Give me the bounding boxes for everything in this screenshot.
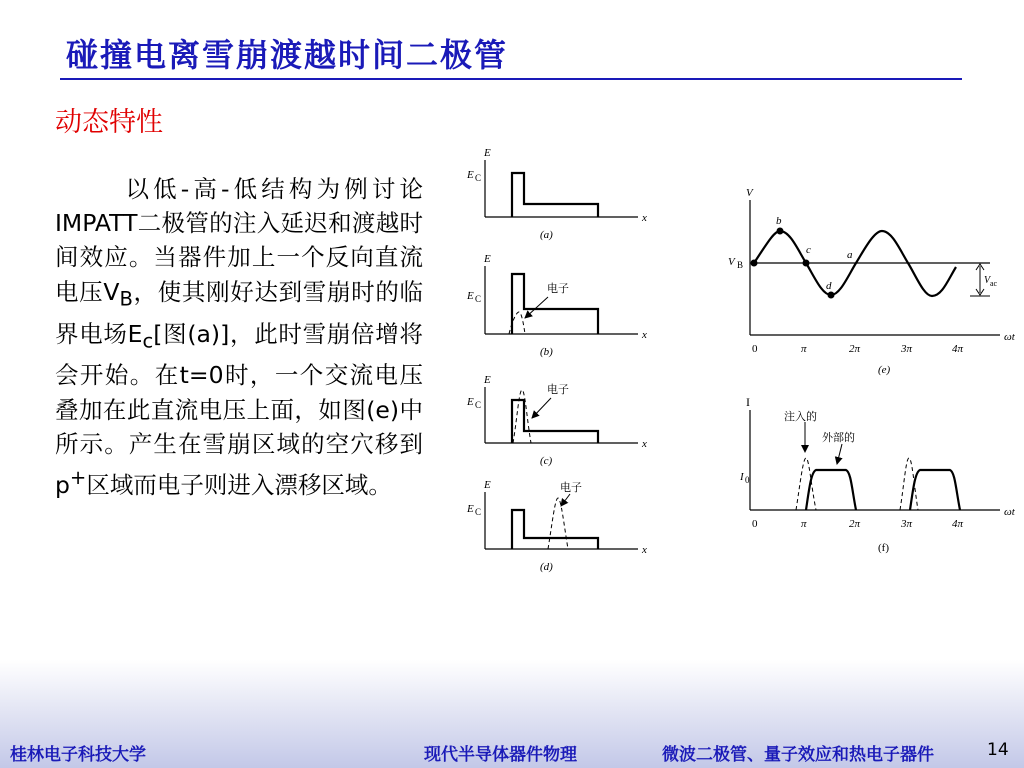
- tick-pi: π: [801, 343, 807, 355]
- caption-a: (a): [540, 229, 553, 241]
- axis-e-label: E: [484, 253, 491, 265]
- axis-e-label: E: [484, 147, 491, 159]
- tick-pi: π: [801, 518, 807, 530]
- caption-d: (d): [540, 561, 553, 573]
- figure-e: [728, 187, 1016, 376]
- figure-b: [466, 253, 647, 358]
- electron-label: 电子: [547, 283, 569, 295]
- injected-current-pulse-2: [900, 458, 918, 510]
- figure-f: [739, 395, 1016, 554]
- caption-e: (e): [878, 364, 891, 376]
- vac-label: V: [984, 275, 991, 286]
- point-a-label: a: [847, 249, 853, 261]
- caption-c: (c): [540, 455, 553, 467]
- axis-v-label: V: [746, 187, 753, 199]
- superscript-plus: +: [69, 466, 87, 489]
- footer-course: 现代半导体器件物理: [424, 745, 577, 765]
- page-number: 14: [987, 740, 1009, 760]
- electron-label: 电子: [547, 384, 569, 396]
- vb-label: V: [728, 256, 735, 268]
- caption-f: (f): [878, 542, 889, 554]
- body-text-part-2: ，使其刚好达到雪崩时的临界电场E: [55, 277, 424, 348]
- figure-c: [466, 374, 647, 467]
- origin-label: 0: [752, 343, 758, 355]
- axis-i-label: I: [746, 395, 750, 409]
- point-b-label: b: [776, 215, 782, 227]
- tick-2pi: 2π: [849, 518, 861, 530]
- body-text-part-4: 区域而电子则进入漂移区域。: [86, 470, 392, 499]
- axis-x-label: x: [642, 212, 647, 224]
- tick-3pi: 3π: [901, 343, 913, 355]
- figure-a: [466, 147, 647, 241]
- caption-b: (b): [540, 346, 553, 358]
- point-c-label: c: [806, 244, 811, 256]
- injected-current-pulse-1: [796, 458, 816, 510]
- tick-4pi: 4π: [952, 343, 964, 355]
- axis-x-label: x: [642, 544, 647, 556]
- axis-e-label: E: [484, 374, 491, 386]
- i0-label: I: [740, 471, 744, 483]
- omega-t-label: ωt: [1004, 506, 1015, 518]
- external-current-pulse-1: [806, 470, 856, 510]
- ec-subscript: C: [475, 507, 482, 517]
- slide-title: 碰撞电离雪崩渡越时间二极管: [66, 36, 509, 74]
- tick-2pi: 2π: [849, 343, 861, 355]
- ec-subscript: C: [475, 173, 482, 183]
- ec-label: E: [467, 503, 474, 515]
- injected-label: 注入的: [784, 411, 817, 423]
- origin-label: 0: [752, 518, 758, 530]
- ec-subscript: C: [475, 294, 482, 304]
- omega-t-label: ωt: [1004, 331, 1015, 343]
- tick-4pi: 4π: [952, 518, 964, 530]
- i0-subscript: 0: [745, 475, 750, 485]
- section-subtitle: 动态特性: [55, 107, 163, 138]
- figure-d: [466, 479, 647, 573]
- vb-subscript: B: [737, 260, 744, 270]
- vac-subscript: ac: [990, 279, 998, 288]
- tick-3pi: 3π: [901, 518, 913, 530]
- external-label: 外部的: [822, 432, 855, 444]
- axis-e-label: E: [484, 479, 491, 491]
- axis-x-label: x: [642, 329, 647, 341]
- ec-label: E: [467, 290, 474, 302]
- ec-label: E: [467, 396, 474, 408]
- footer-chapter: 微波二极管、量子效应和热电子器件: [662, 745, 934, 765]
- body-text-part-1: 以低-高-低结构为例讨论IMPATT二极管的注入延迟和渡越时间效应。当器件加上一个反向直流电压V: [55, 175, 423, 306]
- point-d-label: d: [826, 280, 832, 292]
- electron-label: 电子: [560, 482, 582, 494]
- subscript-b: B: [119, 287, 133, 311]
- ec-subscript: C: [475, 400, 482, 410]
- subscript-c: c: [142, 329, 154, 353]
- footer-university: 桂林电子科技大学: [10, 745, 146, 765]
- ec-label: E: [467, 169, 474, 181]
- axis-x-label: x: [642, 438, 647, 450]
- body-text-part-3: [图(a)]，此时雪崩倍增将会开始。在t=0时，一个交流电压叠加在此直流电压上面，如图(e)中所示。产生在雪崩区域的空穴移到p: [55, 319, 423, 499]
